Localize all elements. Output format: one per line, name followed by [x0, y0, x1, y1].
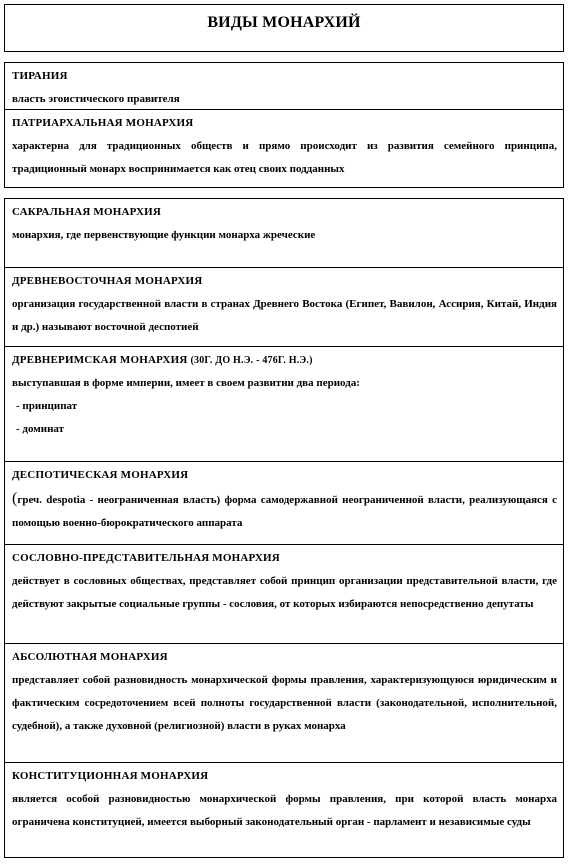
section-heading: ДЕСПОТИЧЕСКАЯ МОНАРХИЯ	[12, 469, 189, 481]
section-patriarchal	[4, 109, 564, 188]
section-ancient-eastern	[4, 267, 564, 347]
section-text: является особой разновидностью монархической формы правления, при которой власть монарха ограничена конституцией, имеется выборный законодательный орган - парламент и независимые суды	[12, 793, 557, 828]
section-absolute	[4, 643, 564, 763]
open-paren: (	[12, 490, 18, 507]
section-text: выступавшая в форме империи, имеет в своем развитии два периода:	[12, 377, 360, 389]
section-heading: САКРАЛЬНАЯ МОНАРХИЯ	[12, 206, 162, 218]
section-text: характерна для традиционных обществ и прямо происходит из развития семейного принципа, традиционный монарх воспринимается как отец своих подданных	[12, 140, 557, 175]
section-ancient-roman	[4, 346, 564, 462]
section-text: представляет собой разновидность монархической формы правления, характеризующуюся юридическим и фактическим сосредоточением всей полноты государственной власти (законодательной, исполнительной, судебной), а также духовной (религиозной) власти в руках монарха	[12, 674, 557, 732]
section-heading: ДРЕВНЕВОСТОЧНАЯ МОНАРХИЯ	[12, 275, 203, 287]
section-tyranny	[4, 62, 564, 110]
title-box	[4, 4, 564, 52]
section-heading: ПАТРИАРХАЛЬНАЯ МОНАРХИЯ	[12, 117, 194, 129]
section-heading: КОНСТИТУЦИОННАЯ МОНАРХИЯ	[12, 770, 209, 782]
section-constitutional	[4, 762, 564, 858]
section-heading: СОСЛОВНО-ПРЕДСТАВИТЕЛЬНАЯ МОНАРХИЯ	[12, 552, 280, 564]
section-estate-representative	[4, 544, 564, 644]
page-title: ВИДЫ МОНАРХИЙ	[207, 14, 361, 31]
section-text: организация государственной власти в странах Древнего Востока (Египет, Вавилон, Ассирия, Китай, Индия и др.) называют восточной деспотией	[12, 298, 557, 333]
section-dates: (30Г. ДО Н.Э. - 476Г. Н.Э.)	[190, 355, 313, 366]
section-text-body: греч. despotia - неограниченная власть) форма самодержавной неограниченной власти, реализующаяся с помощью военно-бюрократического аппарата	[12, 494, 557, 529]
monarchy-list-main	[4, 198, 564, 858]
section-despotic	[4, 461, 564, 545]
section-sacral	[4, 198, 564, 268]
section-text	[12, 487, 557, 535]
monarchy-list-top	[4, 62, 564, 188]
list-item: - доминат	[16, 423, 65, 435]
section-text: монархия, где первенствующие функции монарха жреческие	[12, 229, 316, 241]
section-heading: АБСОЛЮТНАЯ МОНАРХИЯ	[12, 651, 168, 663]
section-text: власть эгоистического правителя	[12, 93, 180, 105]
section-heading: ТИРАНИЯ	[12, 70, 68, 82]
list-item: - принципат	[16, 400, 78, 412]
section-text: действует в сословных обществах, представляет собой принцип организации представительной власти, где действуют закрытые социальные группы - сословия, от которых избираются непосредственно депутаты	[12, 575, 557, 610]
section-heading-text: ДРЕВНЕРИМСКАЯ МОНАРХИЯ	[12, 354, 188, 366]
section-heading	[12, 349, 557, 372]
